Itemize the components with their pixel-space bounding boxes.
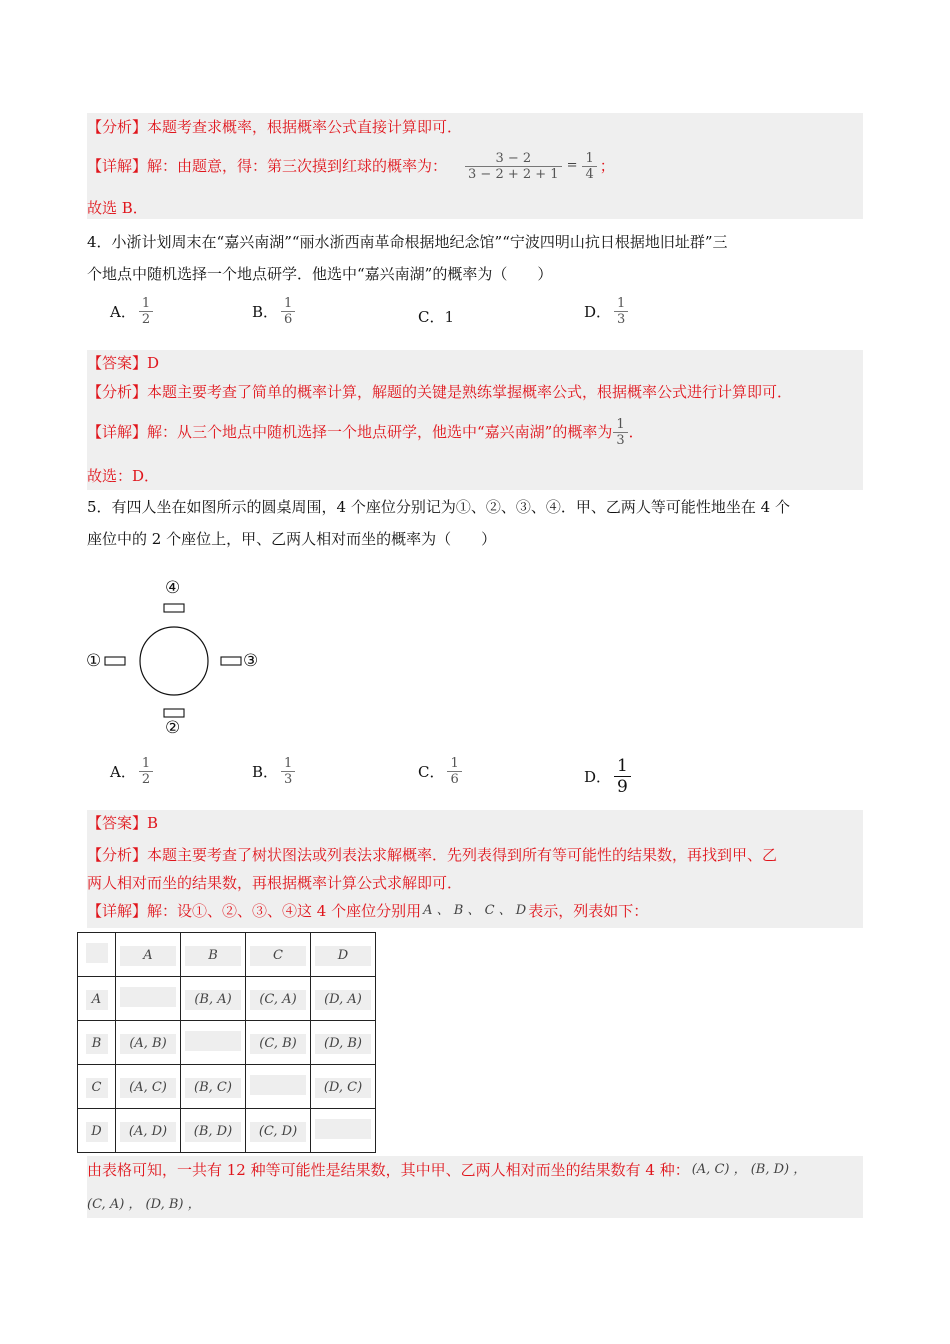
q5-option-a: A． $\frac{1}{2}$ (110, 756, 156, 787)
seat-label-right: ③ (243, 651, 259, 671)
round-table-figure (82, 580, 272, 740)
q4-stem-line2: 个地点中随机选择一个地点研学．他选中“嘉兴南湖”的概率为（ ） (87, 265, 553, 283)
q4-detail: 【详解】解：从三个地点中随机选择一个地点研学，他选中“嘉兴南湖”的概率为 $\frac{1}{3}$ ． (87, 416, 644, 448)
q5-detail: 【详解】解：设①、②、③、④这 4 个座位分别用 A 、 B 、 C 、 D 表示，列表如下： (87, 902, 649, 920)
seat-left-rect (105, 657, 125, 665)
q5-conclusion-line1: 由表格可知，一共有 12 种等可能性是结果数，其中甲、乙两人相对而坐的结果数有 4 种： (A, C) ， (B, D) ， (87, 1161, 807, 1179)
seat-top-rect (164, 604, 184, 612)
seat-label-left: ① (86, 651, 102, 671)
seat-right-rect (221, 657, 241, 665)
q5-analysis-line2: 两人相对而坐的结果数，再根据概率计算公式求解即可． (87, 874, 463, 892)
q5-answer: 【答案】B (87, 814, 159, 832)
q3-fraction-expression: $\frac{3 - 2}{3 - 2 + 2 + 1}$ (465, 151, 562, 182)
table-row: C (A, C) (B, C) (D, C) (78, 1065, 376, 1109)
q5-stem-line2: 座位中的 2 个座位上，甲、乙两人相对而坐的概率为（ ） (87, 530, 497, 548)
q4-option-d: D． $\frac{1}{3}$ (584, 296, 631, 327)
q4-analysis: 【分析】本题主要考查了简单的概率计算，解题的关键是熟练掌握概率公式，根据概率公式进行计算即可． (87, 383, 793, 401)
q4-stem-line1: 4．小浙计划周末在“嘉兴南湖”“丽水浙西南革命根据地纪念馆”“宁波四明山抗日根据地旧址群”三 (87, 233, 728, 251)
q4-option-b: B． $\frac{1}{6}$ (252, 296, 298, 327)
seat-label-bottom: ② (165, 718, 181, 738)
q5-option-d: D． $\frac{1}{9}$ (584, 756, 634, 797)
q3-detail: 【详解】解：由题意，得：第三次摸到红球的概率为： $\frac{3 - 2}{3 - 2 + 2 + 1}$ = $\frac{1}{4}$ ； (87, 150, 615, 182)
q4-choice: 故选：D． (87, 467, 160, 485)
seat-label-top: ④ (165, 578, 181, 598)
q4-detail-fraction: $\frac{1}{3}$ (613, 417, 627, 448)
table-row: D (A, D) (B, D) (C, D) (78, 1109, 376, 1153)
q4-answer: 【答案】D (87, 354, 160, 372)
table-row: A (B, A) (C, A) (D, A) (78, 977, 376, 1021)
q4-option-a: A． $\frac{1}{2}$ (110, 296, 156, 327)
q5-option-b: B． $\frac{1}{3}$ (252, 756, 298, 787)
q3-choice: 故选 B． (87, 199, 148, 217)
table-header-row: A B C D (78, 933, 376, 977)
table-circle (140, 627, 208, 695)
q4-option-c: C． 1 (418, 307, 455, 326)
table-row: B (A, B) (C, B) (D, B) (78, 1021, 376, 1065)
q5-conclusion-line2: (C, A) ， (D, B) ， (87, 1197, 201, 1212)
seat-bottom-rect (164, 709, 184, 717)
q5-stem-line1: 5．有四人坐在如图所示的圆桌周围，4 个座位分别记为①、②、③、④．甲、乙两人等可能性地坐在 4 个 (87, 498, 790, 516)
seat-pair-table (77, 932, 376, 1153)
q5-analysis-line1: 【分析】本题主要考查了树状图法或列表法求解概率．先列表得到所有等可能性的结果数，再找到甲、乙 (87, 846, 778, 864)
q3-analysis: 【分析】本题考查求概率，根据概率公式直接计算即可． (87, 118, 463, 136)
q3-fraction-result: $\frac{1}{4}$ (582, 151, 596, 182)
q5-option-c: C． $\frac{1}{6}$ (418, 756, 465, 787)
